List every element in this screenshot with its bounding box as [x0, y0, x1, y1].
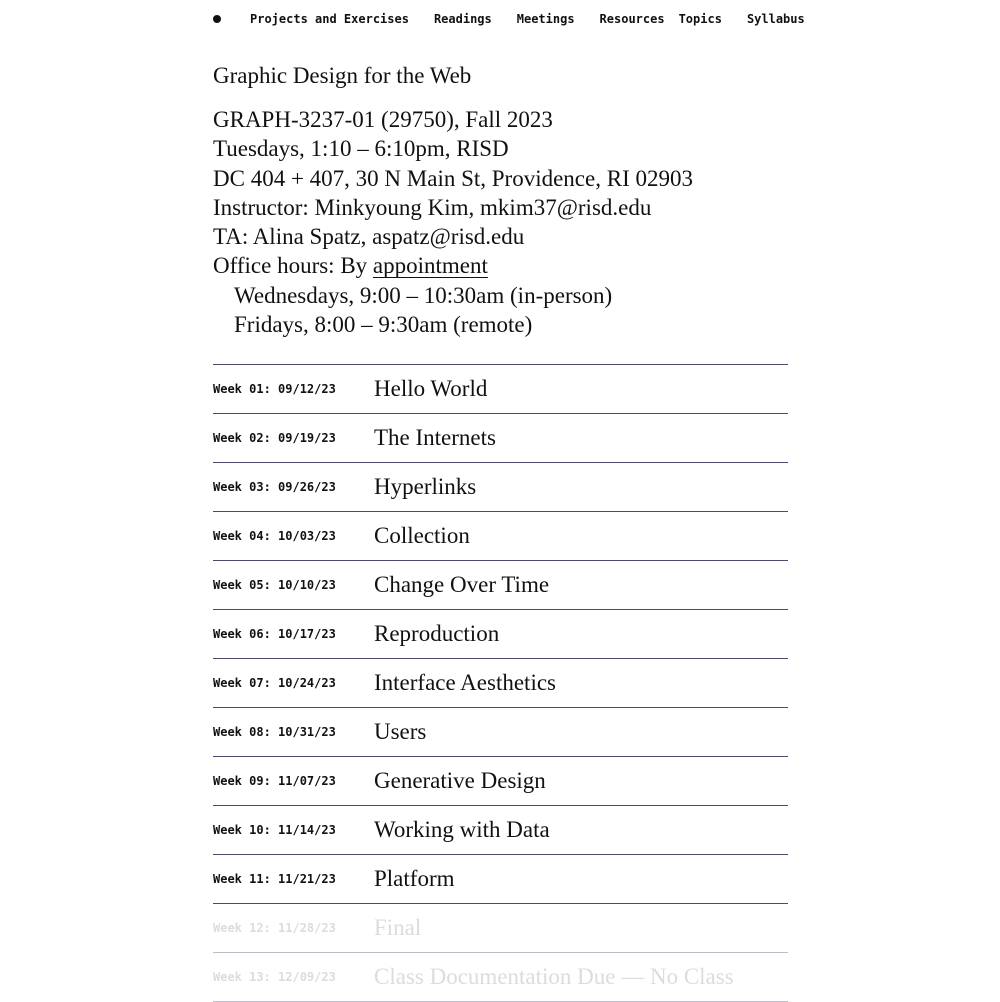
- office-hours-friday: Fridays, 8:00 – 9:30am (remote): [234, 312, 533, 338]
- week-row-13: [213, 953, 788, 1002]
- course-code-term: GRAPH-3237-01 (29750), Fall 2023: [213, 107, 553, 132]
- week-topic[interactable]: Platform: [374, 866, 455, 891]
- week-date: Week 07: 10/24/23: [213, 676, 336, 690]
- week-row-05[interactable]: [213, 561, 788, 610]
- nav-topics[interactable]: Topics: [678, 12, 722, 26]
- appointment-link[interactable]: appointment: [372, 253, 488, 279]
- week-date: Week 13: 12/09/23: [213, 970, 336, 984]
- week-date: Week 12: 11/28/23: [213, 921, 336, 935]
- week-date: Week 09: 11/07/23: [213, 774, 336, 788]
- week-row-03[interactable]: [213, 463, 788, 512]
- week-topic[interactable]: Users: [374, 719, 427, 744]
- week-date: Week 11: 11/21/23: [213, 872, 336, 886]
- nav-readings[interactable]: Readings: [433, 12, 492, 26]
- week-row-02[interactable]: [213, 414, 788, 463]
- week-date: Week 01: 09/12/23: [213, 382, 336, 396]
- week-topic: Class Documentation Due — No Class: [374, 964, 734, 989]
- course-location: DC 404 + 407, 30 N Main St, Providence, RI 02903: [213, 165, 693, 191]
- course-instructor: Instructor: Minkyoung Kim, mkim37@risd.edu: [213, 194, 652, 220]
- nav-projects-and-exercises[interactable]: Projects and Exercises: [250, 12, 409, 26]
- week-topic[interactable]: Reproduction: [374, 621, 500, 646]
- week-topic[interactable]: Generative Design: [374, 768, 546, 793]
- week-row-09[interactable]: [213, 757, 788, 806]
- office-hours: [213, 251, 693, 280]
- course-title: Graphic Design for the Web: [213, 63, 472, 88]
- week-date: Week 08: 10/31/23: [213, 725, 336, 739]
- course-ta: TA: Alina Spatz, aspatz@risd.edu: [213, 224, 525, 250]
- week-date: Week 06: 10/17/23: [213, 627, 336, 641]
- week-topic[interactable]: Interface Aesthetics: [374, 670, 556, 695]
- nav-resources[interactable]: Resources: [599, 12, 665, 26]
- week-topic[interactable]: Working with Data: [374, 817, 550, 842]
- week-row-07[interactable]: [213, 659, 788, 708]
- week-topic[interactable]: Hyperlinks: [374, 474, 477, 499]
- week-topic[interactable]: Hello World: [374, 376, 488, 401]
- week-topic: Final: [374, 915, 422, 940]
- week-row-08[interactable]: [213, 708, 788, 757]
- week-date: Week 02: 09/19/23: [213, 431, 336, 445]
- weekly-schedule-list: [213, 364, 788, 1002]
- week-date: Week 04: 10/03/23: [213, 529, 336, 543]
- home-dot-icon[interactable]: [213, 15, 221, 23]
- week-row-06[interactable]: [213, 610, 788, 659]
- week-row-11[interactable]: [213, 855, 788, 904]
- office-hours-label: Office hours: By: [213, 253, 373, 279]
- week-topic[interactable]: The Internets: [374, 425, 496, 450]
- nav-meetings[interactable]: Meetings: [516, 12, 575, 26]
- week-row-01[interactable]: [213, 365, 788, 414]
- course-schedule: Tuesdays, 1:10 – 6:10pm, RISD: [213, 136, 509, 162]
- top-nav: [213, 10, 805, 28]
- course-info: [213, 105, 693, 339]
- nav-syllabus[interactable]: Syllabus: [746, 12, 805, 26]
- week-topic[interactable]: Change Over Time: [374, 572, 550, 597]
- week-date: Week 05: 10/10/23: [213, 578, 336, 592]
- week-row-10[interactable]: [213, 806, 788, 855]
- week-date: Week 03: 09/26/23: [213, 480, 336, 494]
- office-hours-wednesday: Wednesdays, 9:00 – 10:30am (in-person): [234, 282, 613, 308]
- week-row-04[interactable]: [213, 512, 788, 561]
- week-date: Week 10: 11/14/23: [213, 823, 336, 837]
- week-topic[interactable]: Collection: [374, 523, 470, 548]
- week-row-12: [213, 904, 788, 953]
